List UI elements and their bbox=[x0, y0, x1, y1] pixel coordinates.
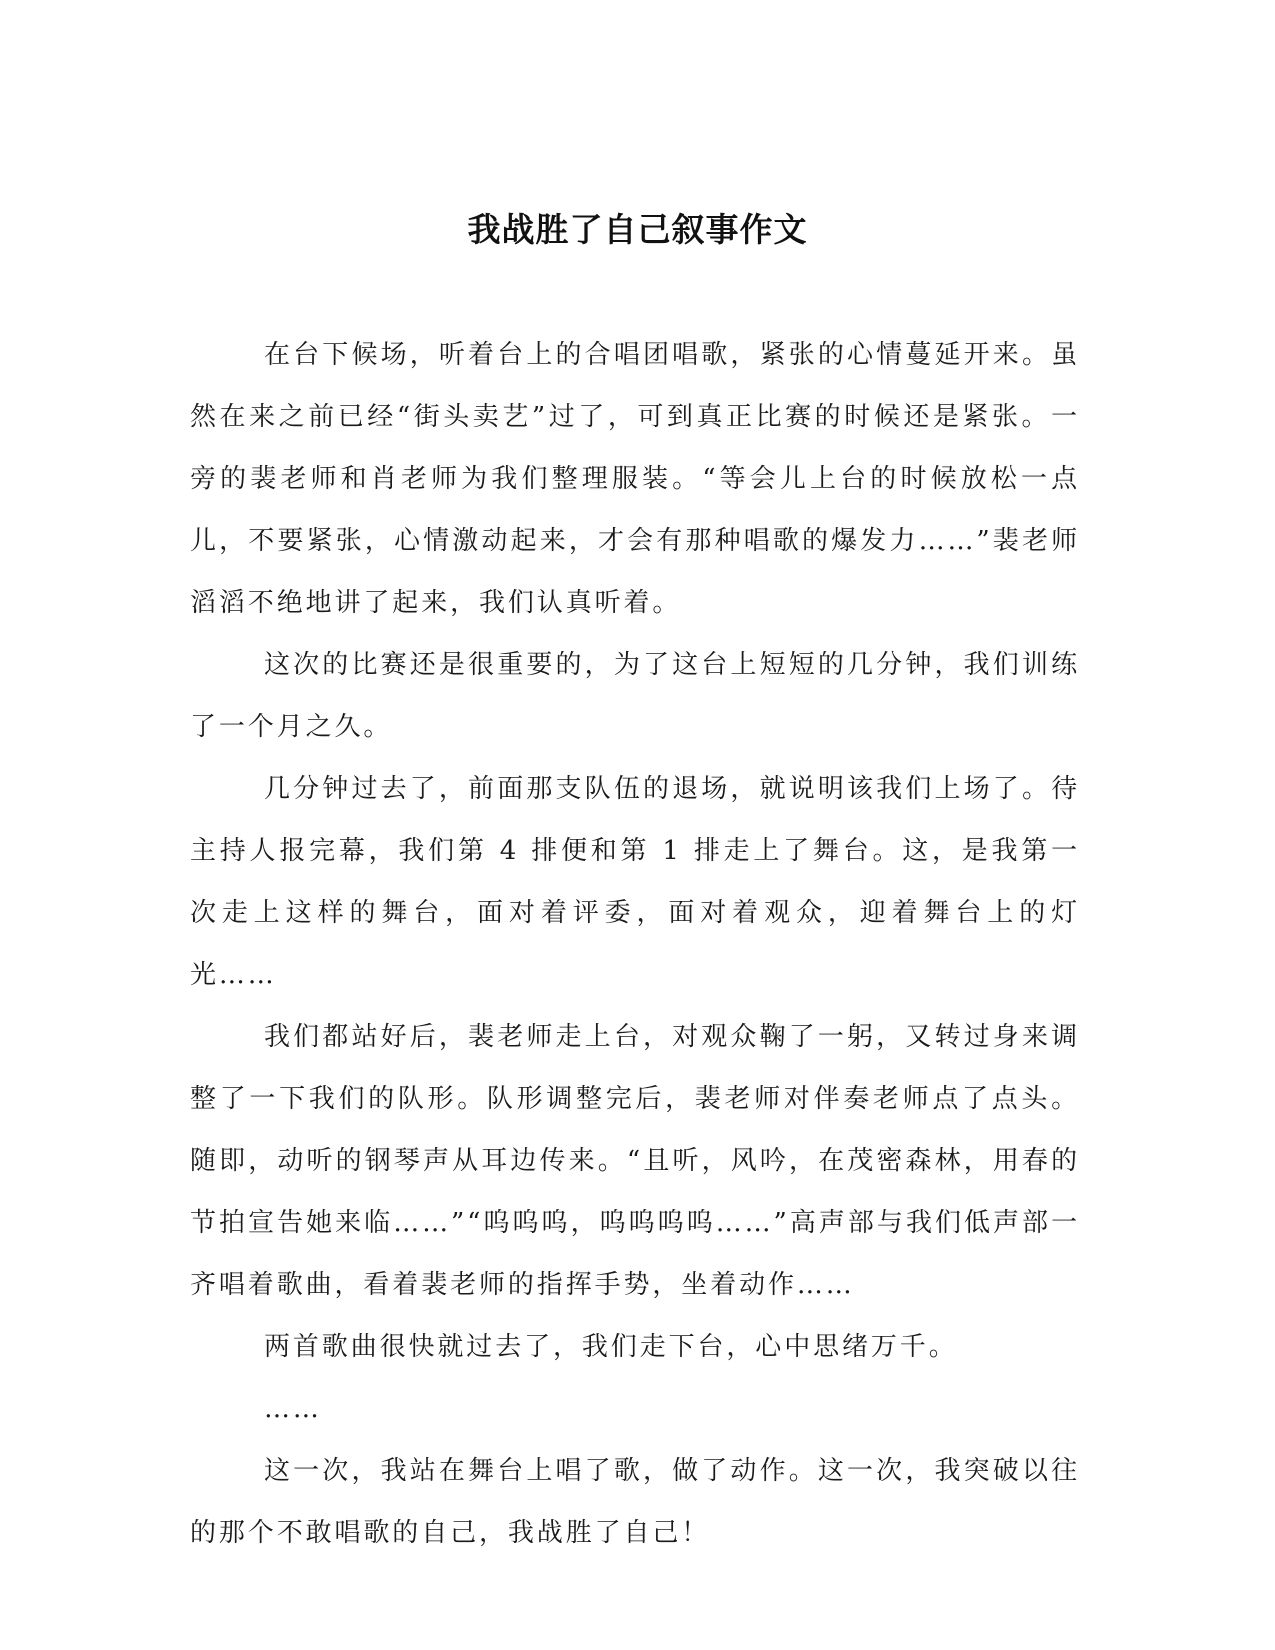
paragraph-ellipsis: …… bbox=[264, 1394, 322, 1424]
document-body bbox=[190, 324, 1080, 1564]
paragraph-1: 在台下候场，听着台上的合唱团唱歌，紧张的心情蔓延开来。虽然在来之前已经“街头卖艺”过了，可到真正比赛的时候还是紧张。一旁的裴老师和肖老师为我们整理服装。“等会儿上台的时候放松一点儿，不要紧张，心情激动起来，才会有那种唱歌的爆发力……”裴老师滔滔不绝地讲了起来，我们认真听着。 bbox=[190, 340, 1080, 618]
paragraph-3: 几分钟过去了，前面那支队伍的退场，就说明该我们上场了。待主持人报完幕，我们第 4 排便和第 1 排走上了舞台。这，是我第一次走上这样的舞台，面对着评委，面对着观众，迎着舞台上的灯光…… bbox=[190, 774, 1080, 990]
paragraph-4: 我们都站好后，裴老师走上台，对观众鞠了一躬，又转过身来调整了一下我们的队形。队形调整完后，裴老师对伴奏老师点了点头。随即，动听的钢琴声从耳边传来。“且听，风吟，在茂密森林，用春的节拍宣告她来临……”“呜呜呜，呜呜呜呜……”高声部与我们低声部一齐唱着歌曲，看着裴老师的指挥手势，坐着动作…… bbox=[190, 1022, 1080, 1300]
paragraph-5: 两首歌曲很快就过去了，我们走下台，心中思绪万千。 bbox=[264, 1332, 958, 1362]
paragraph-2: 这次的比赛还是很重要的，为了这台上短短的几分钟，我们训练了一个月之久。 bbox=[190, 650, 1080, 742]
document-title: 我战胜了自己叙事作文 bbox=[467, 210, 808, 249]
paragraph-7: 这一次，我站在舞台上唱了歌，做了动作。这一次，我突破以往的那个不敢唱歌的自己，我战胜了自己！ bbox=[190, 1456, 1080, 1548]
